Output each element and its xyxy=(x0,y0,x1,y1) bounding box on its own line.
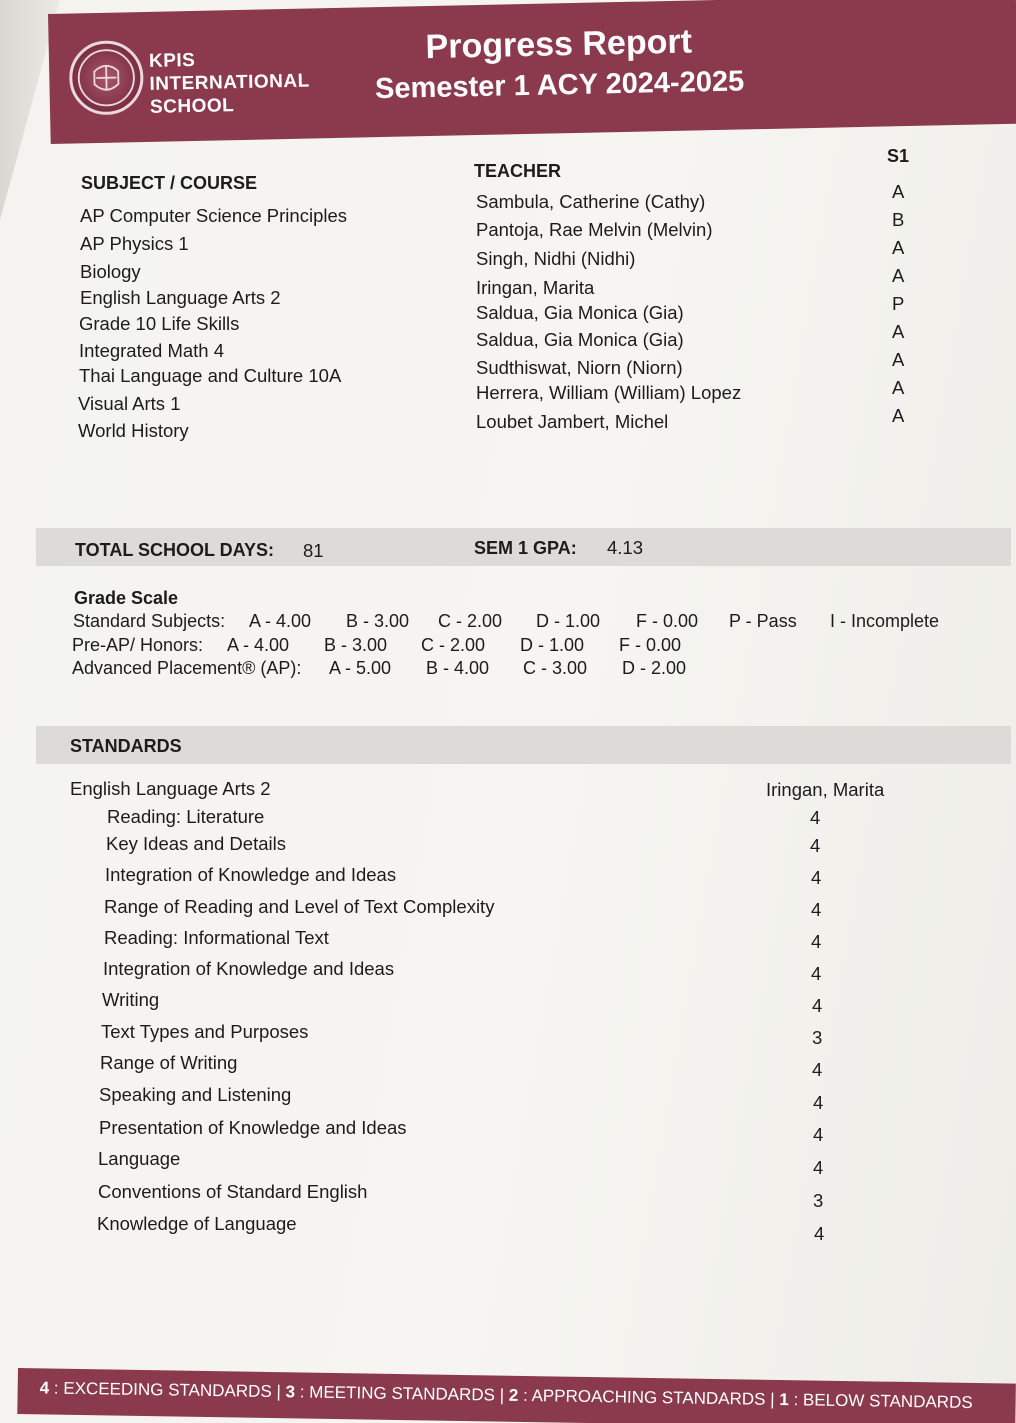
grade-scale-item: B - 3.00 xyxy=(346,611,410,631)
legend-label-4: : EXCEEDING STANDARDS | xyxy=(49,1378,286,1402)
standard-name: Language xyxy=(98,1148,181,1169)
grade-scale-item: C - 2.00 xyxy=(438,611,503,631)
standard-name: Writing xyxy=(102,989,160,1010)
course-grade: A xyxy=(892,181,905,202)
subject-column-header: SUBJECT / COURSE xyxy=(81,173,258,193)
course-grade: A xyxy=(892,237,905,258)
course-subject: Biology xyxy=(80,261,141,282)
standard-name: Integration of Knowledge and Ideas xyxy=(103,958,395,979)
grade-scale-item: D - 1.00 xyxy=(536,611,601,631)
total-school-days-value: 81 xyxy=(303,540,324,561)
standard-name: Presentation of Knowledge and Ideas xyxy=(99,1117,407,1138)
standard-name: Reading: Informational Text xyxy=(104,927,329,948)
course-subject: World History xyxy=(78,420,189,441)
legend-key-1: 1 xyxy=(779,1389,789,1410)
course-teacher: Saldua, Gia Monica (Gia) xyxy=(476,302,684,323)
grade-scale-item: P - Pass xyxy=(729,611,797,631)
grade-scale-item: D - 2.00 xyxy=(622,658,687,678)
grade-scale-standard-label: Standard Subjects: xyxy=(73,611,226,631)
course-grade: A xyxy=(892,349,905,370)
legend-key-3: 3 xyxy=(285,1382,296,1402)
standard-score: 4 xyxy=(813,1092,824,1113)
standard-score: 4 xyxy=(811,899,822,920)
report-title xyxy=(348,19,770,110)
grade-scale-item: A - 4.00 xyxy=(249,611,312,631)
grade-scale-item: B - 3.00 xyxy=(324,635,388,655)
grade-scale-honors xyxy=(72,635,681,656)
grade-scale-item: F - 0.00 xyxy=(619,635,682,655)
course-subject: Visual Arts 1 xyxy=(78,393,181,414)
grade-scale-item: F - 0.00 xyxy=(636,611,699,631)
standards-course-name: English Language Arts 2 xyxy=(70,778,271,799)
school-crest-icon xyxy=(69,40,145,116)
standard-score: 4 xyxy=(810,807,821,828)
course-teacher: Sudthiswat, Niorn (Niorn) xyxy=(476,357,683,378)
grade-scale-item: A - 4.00 xyxy=(227,635,290,655)
course-subject: AP Computer Science Principles xyxy=(80,205,348,226)
grade-scale-item: I - Incomplete xyxy=(830,611,940,631)
standard-name: Range of Reading and Level of Text Complexity xyxy=(104,896,495,917)
standards-course-teacher: Iringan, Marita xyxy=(766,779,885,800)
standard-score: 4 xyxy=(811,867,822,888)
grade-scale-honors-label: Pre-AP/ Honors: xyxy=(72,635,204,655)
legend-label-3: : MEETING STANDARDS | xyxy=(294,1382,510,1405)
standard-score: 4 xyxy=(814,1223,825,1244)
course-grade: A xyxy=(892,405,905,426)
legend-key-2: 2 xyxy=(508,1385,519,1405)
standard-name: Conventions of Standard English xyxy=(98,1181,368,1202)
standards-band xyxy=(36,726,1011,764)
standard-name: Text Types and Purposes xyxy=(101,1021,309,1042)
standard-score: 4 xyxy=(812,995,823,1016)
report-title-main: Progress Report xyxy=(425,22,693,67)
course-subject: Grade 10 Life Skills xyxy=(79,313,240,334)
course-subject: English Language Arts 2 xyxy=(80,287,281,308)
course-teacher: Iringan, Marita xyxy=(476,277,595,298)
total-school-days-label: TOTAL SCHOOL DAYS: xyxy=(75,540,275,560)
standard-name: Knowledge of Language xyxy=(97,1213,297,1234)
course-teacher: Sambula, Catherine (Cathy) xyxy=(476,191,706,212)
standard-score: 4 xyxy=(811,963,822,984)
grade-scale-item: C - 2.00 xyxy=(421,635,486,655)
grade-scale-standard xyxy=(73,611,939,632)
standard-score: 3 xyxy=(812,1027,823,1048)
school-name-line-3: SCHOOL xyxy=(149,95,235,118)
grade-scale-ap-label: Advanced Placement® (AP): xyxy=(72,658,302,678)
standard-name: Key Ideas and Details xyxy=(106,833,286,854)
course-teacher: Pantoja, Rae Melvin (Melvin) xyxy=(476,219,713,240)
standard-score: 4 xyxy=(811,931,822,952)
grade-scale-item: C - 3.00 xyxy=(523,658,588,678)
course-teacher: Singh, Nidhi (Nidhi) xyxy=(476,248,636,269)
school-name-line-1: KPIS xyxy=(148,49,196,72)
standard-score: 4 xyxy=(813,1157,824,1178)
grade-column-header: S1 xyxy=(887,146,910,166)
standard-score: 4 xyxy=(813,1124,824,1145)
standard-score: 4 xyxy=(810,835,821,856)
standard-name: Speaking and Listening xyxy=(99,1084,292,1105)
standard-name: Integration of Knowledge and Ideas xyxy=(105,864,397,885)
standard-score: 3 xyxy=(813,1190,824,1211)
legend-label-2: : APPROACHING STANDARDS | xyxy=(518,1385,780,1409)
legend-label-1: : BELOW STANDARDS xyxy=(788,1390,973,1412)
legend-key-4: 4 xyxy=(39,1378,50,1398)
grade-scale-item: B - 4.00 xyxy=(426,658,490,678)
course-subject: AP Physics 1 xyxy=(80,233,189,254)
course-teacher: Herrera, William (William) Lopez xyxy=(476,382,742,403)
gpa-value: 4.13 xyxy=(607,537,644,558)
standard-name: Reading: Literature xyxy=(107,806,265,827)
grade-scale-item: D - 1.00 xyxy=(520,635,585,655)
report-title-semester: Semester 1 ACY 2024-2025 xyxy=(374,65,745,106)
gpa-label: SEM 1 GPA: xyxy=(474,538,577,558)
course-grade: B xyxy=(892,209,905,230)
course-grade: A xyxy=(892,377,905,398)
school-name xyxy=(149,47,311,119)
grade-scale-ap xyxy=(72,658,686,679)
standards-legend-footer xyxy=(17,1368,1016,1423)
standard-name: Range of Writing xyxy=(100,1052,238,1073)
grade-scale-item: A - 5.00 xyxy=(329,658,392,678)
course-subject: Thai Language and Culture 10A xyxy=(79,365,342,386)
course-grade: A xyxy=(892,321,905,342)
standards-header: STANDARDS xyxy=(70,736,182,756)
teacher-column-header: TEACHER xyxy=(474,161,562,181)
course-subject: Integrated Math 4 xyxy=(79,340,225,361)
report-header xyxy=(48,0,1016,144)
course-teacher: Saldua, Gia Monica (Gia) xyxy=(476,329,684,350)
course-grade: P xyxy=(892,293,905,314)
grade-scale-title: Grade Scale xyxy=(74,588,179,608)
school-name-line-2: INTERNATIONAL xyxy=(149,70,310,95)
course-teacher: Loubet Jambert, Michel xyxy=(476,411,669,432)
standard-score: 4 xyxy=(812,1059,823,1080)
course-grade: A xyxy=(892,265,905,286)
